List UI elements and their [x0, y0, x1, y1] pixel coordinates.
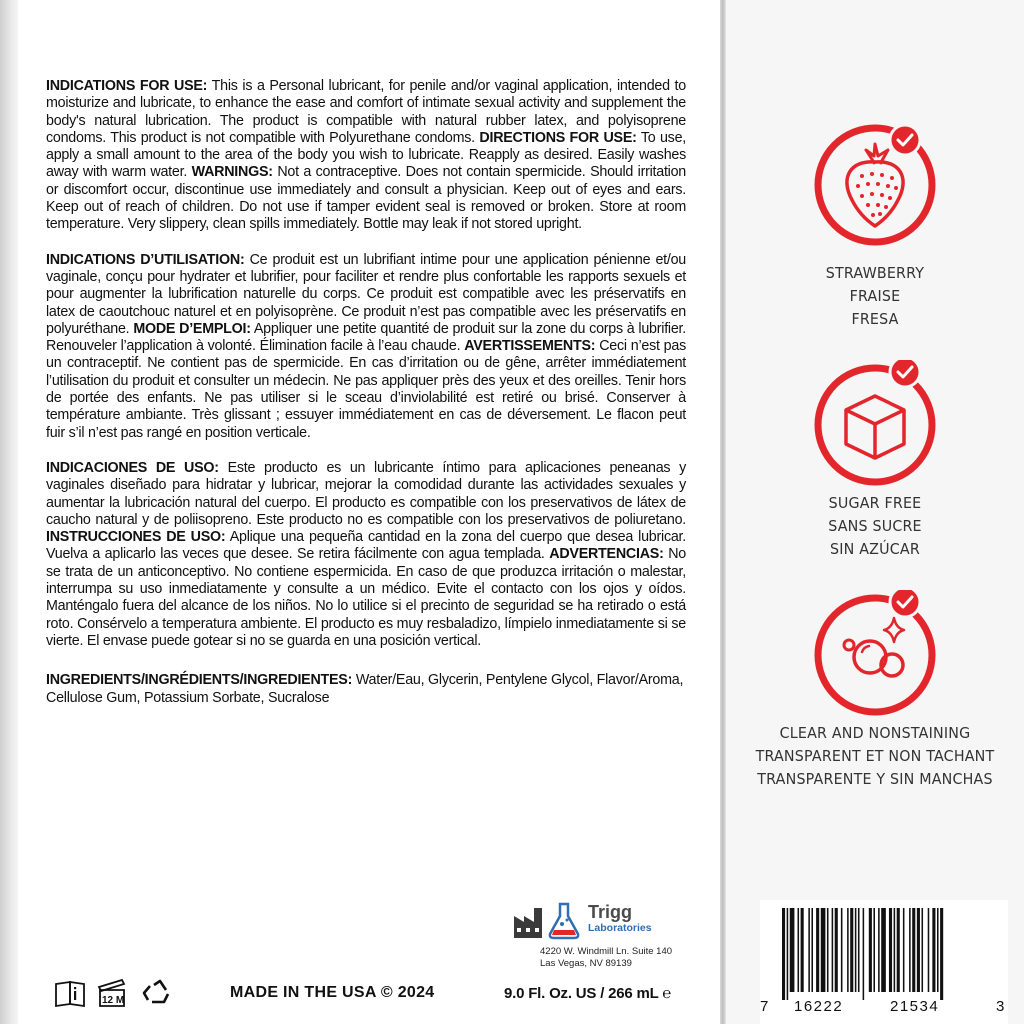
- english-directions-heading: DIRECTIONS FOR USE:: [479, 129, 637, 146]
- barcode-bar: [922, 908, 924, 992]
- barcode-bar: [909, 908, 911, 992]
- barcode-bars: [768, 908, 1000, 1000]
- sugar-cube-icon: [810, 360, 940, 490]
- barcode-bar: [937, 908, 939, 992]
- french-section: [46, 252, 686, 442]
- english-warnings-text: Not a contraceptive. Does not contain spermicide. Should irritation or discomfort occur, discontinue use immediately and consult a physician. Keep out of eyes and ears. Keep out of reach of children. Do not use if tamper evident seal is removed or broken. Store at room temperature. Very slippery, clean spills immediately. Bottle may leak if not stored upright.: [46, 164, 687, 233]
- left-edge-shading: [0, 0, 18, 1024]
- upc-barcode: [760, 900, 1008, 1024]
- english-indications-heading: INDICATIONS FOR USE:: [46, 78, 208, 94]
- french-indications-heading: INDICATIONS D’UTILISATION:: [46, 251, 245, 268]
- barcode-bar: [827, 908, 829, 992]
- spanish-section: [46, 460, 686, 650]
- company-name: Trigg: [588, 902, 632, 922]
- french-directions-heading: MODE D’EMPLOI:: [133, 320, 251, 337]
- ingredients-section: [46, 672, 686, 707]
- made-in-usa: MADE IN THE USA © 2024: [230, 984, 435, 1001]
- english-warnings-heading: WARNINGS:: [191, 164, 273, 181]
- english-indications-text: This is a Personal lubricant, for penile and/or vaginal application, intended to moisturize and lubricate, to enhance the ease and comfort of intimate sexual activity and supplement the body's natural lubrication. The product is compatible with natural rubber latex, and polyisoprene condoms. This product is not compatible with Polyurethane condoms.: [46, 78, 686, 146]
- barcode-bar: [897, 908, 900, 992]
- barcode-bar: [850, 908, 853, 992]
- barcode-group-right: 21534: [890, 998, 940, 1015]
- spanish-warnings-heading: ADVERTENCIAS:: [549, 546, 664, 563]
- barcode-bar: [869, 908, 872, 992]
- caption-line: TRANSPARENTE Y SIN MANCHAS: [757, 770, 993, 788]
- spanish-indications-heading: INDICACIONES DE USO:: [46, 459, 219, 476]
- english-directions-text: To use, apply a small amount to the area of the body you wish to lubricate. Reapply as desired. Easily washes away with warm water.: [46, 129, 686, 181]
- french-directions-text: Appliquer une petite quantité de produit sur la zone du corps à lubrifier. Renouveler l’application à volonté. Élimination facile à l’eau chaude.: [46, 320, 686, 355]
- barcode-bar: [790, 908, 795, 992]
- barcode-bar: [873, 908, 875, 992]
- barcode-bar: [932, 908, 935, 992]
- caption-line: FRESA: [851, 310, 899, 328]
- barcode-bar: [881, 908, 886, 992]
- barcode-bar: [787, 908, 789, 1000]
- strawberry-icon: [810, 120, 940, 250]
- barcode-bar: [801, 908, 804, 992]
- strawberry-caption: [747, 262, 1003, 331]
- recycle-icon: [144, 981, 168, 1002]
- address-line-2: Las Vegas, NV 89139: [540, 958, 632, 969]
- read-instructions-icon: [56, 982, 84, 1006]
- ingredients-heading: INGREDIENTS/INGRÉDIENTS/INGREDIENTES:: [46, 672, 353, 689]
- barcode-digit-left: 7: [760, 998, 770, 1015]
- barcode-bar: [928, 908, 930, 992]
- barcode-bar: [832, 908, 834, 992]
- barcode-bar: [940, 908, 943, 1000]
- barcode-bar: [811, 908, 813, 992]
- caption-line: TRANSPARENT ET NON TACHANT: [755, 747, 995, 765]
- open-jar-pao-icon: [99, 980, 124, 1006]
- spanish-directions-text: Aplique una pequeña cantidad en la zona del cuerpo que desea lubricar. Vuelva a aplicarlo las veces que desee. Se retira fácilmente con agua templada.: [46, 529, 686, 563]
- barcode-bar: [821, 908, 826, 992]
- french-warnings-heading: AVERTISSEMENTS:: [464, 338, 596, 355]
- company-address: [540, 946, 672, 970]
- french-indications-text: Ce produit est un lubrifiant intime pour une application pénienne et/ou vaginale, conçu pour hydrater et lubrifier, pour faciliter et rendre plus confortable les rapports sexuels et pour augmenter la lubrification naturelle du corps. Ce produit est compatible avec les préservatifs en latex de caoutchouc naturel et en polyisoprène. Ce produit n’est pas compatible avec les préservatifs en polyuréthane.: [46, 251, 686, 337]
- clear-nonstaining-caption: [747, 722, 1003, 791]
- caption-line: SIN AZÚCAR: [830, 540, 920, 558]
- barcode-bar: [855, 908, 857, 992]
- barcode-bar: [858, 908, 860, 992]
- ingredients-text: Water/Eau, Glycerin, Pentylene Glycol, Flavor/Aroma, Cellulose Gum, Potassium Sorbate, Sucralose: [46, 672, 684, 706]
- barcode-bar: [912, 908, 915, 992]
- barcode-digit-right: 3: [996, 998, 1006, 1015]
- caption-line: CLEAR AND NONSTAINING: [779, 724, 971, 742]
- english-section: [46, 78, 686, 234]
- compliance-icons: [52, 978, 182, 1006]
- barcode-bar: [835, 908, 838, 992]
- sugar-free-caption: [747, 492, 1003, 561]
- caption-line: FRAISE: [849, 287, 901, 305]
- label-text-column: [46, 78, 686, 725]
- trigg-laboratories-logo: [512, 900, 672, 940]
- barcode-bar: [917, 908, 920, 992]
- barcode-group-left: 16222: [794, 998, 844, 1015]
- spanish-directions-heading: INSTRUCCIONES DE USO:: [46, 529, 226, 546]
- barcode-bar: [847, 908, 849, 992]
- barcode-bar: [878, 908, 880, 992]
- volume-label: 9.0 Fl. Oz. US / 266 mL ℮: [504, 985, 672, 1002]
- spanish-indications-text: Este producto es un lubricante íntimo para aplicaciones peneanas y vaginales diseñado para hidratar y lubricar, mejorar la comodidad durante las actividades sexuales y aumentar la lubricación natural del cuerpo. El producto es compatible con los preservativos de látex de caucho natural y de poliisopreno. Este producto no es compatible con los preservativos de poliuretano.: [46, 459, 686, 528]
- bubbles-sparkle-icon: [810, 590, 940, 720]
- barcode-bar: [808, 908, 810, 992]
- pao-text: 12 M: [102, 995, 125, 1006]
- barcode-bar: [894, 908, 896, 992]
- barcode-bar: [841, 908, 843, 992]
- factory-flask-icon: [512, 900, 584, 940]
- french-warnings-text: Ceci n’est pas un contraceptif. Ne contient pas de spermicide. En cas d’irritation ou de gêne, arrêter immédiatement l’utilisation du produit et consulter un médecin. Ne pas appliquer près des yeux et des oreilles. Tenir hors de portée des enfants. Ne pas utiliser si le sceau d’inviolabilité est retiré ou brisé. Conserver à température ambiante. Très glissant ; essuyer immédiatement en cas de déversement. Le flacon peut fuir s’il n’est pas rangé en position verticale.: [46, 338, 686, 441]
- spanish-warnings-text: No se trata de un anticonceptivo. No contiene espermicida. En caso de que produzca irritación o malestar, interrumpa su uso inmediatamente y consulte a un médico. Evite el contacto con los ojos y oídos. Manténgalo fuera del alcance de los niños. No lo utilice si el precinto de seguridad se ha retirado o está roto. Consérvelo a temperatura ambiente. El producto es muy resbaladizo, límpielo inmediatamente si se vierte. El envase puede gotear si no se guarda en una posición vertical.: [46, 546, 686, 649]
- barcode-bar: [863, 908, 865, 1000]
- caption-line: STRAWBERRY: [825, 264, 925, 282]
- caption-line: SANS SUCRE: [828, 517, 922, 535]
- barcode-bar: [889, 908, 892, 992]
- barcode-bar: [816, 908, 819, 992]
- company-subtitle: Laboratories: [588, 922, 652, 934]
- barcode-bar: [903, 908, 905, 992]
- caption-line: SUGAR FREE: [828, 494, 922, 512]
- address-line-1: 4220 W. Windmill Ln. Suite 140: [540, 946, 673, 957]
- barcode-bar: [782, 908, 785, 1000]
- barcode-bar: [798, 908, 800, 992]
